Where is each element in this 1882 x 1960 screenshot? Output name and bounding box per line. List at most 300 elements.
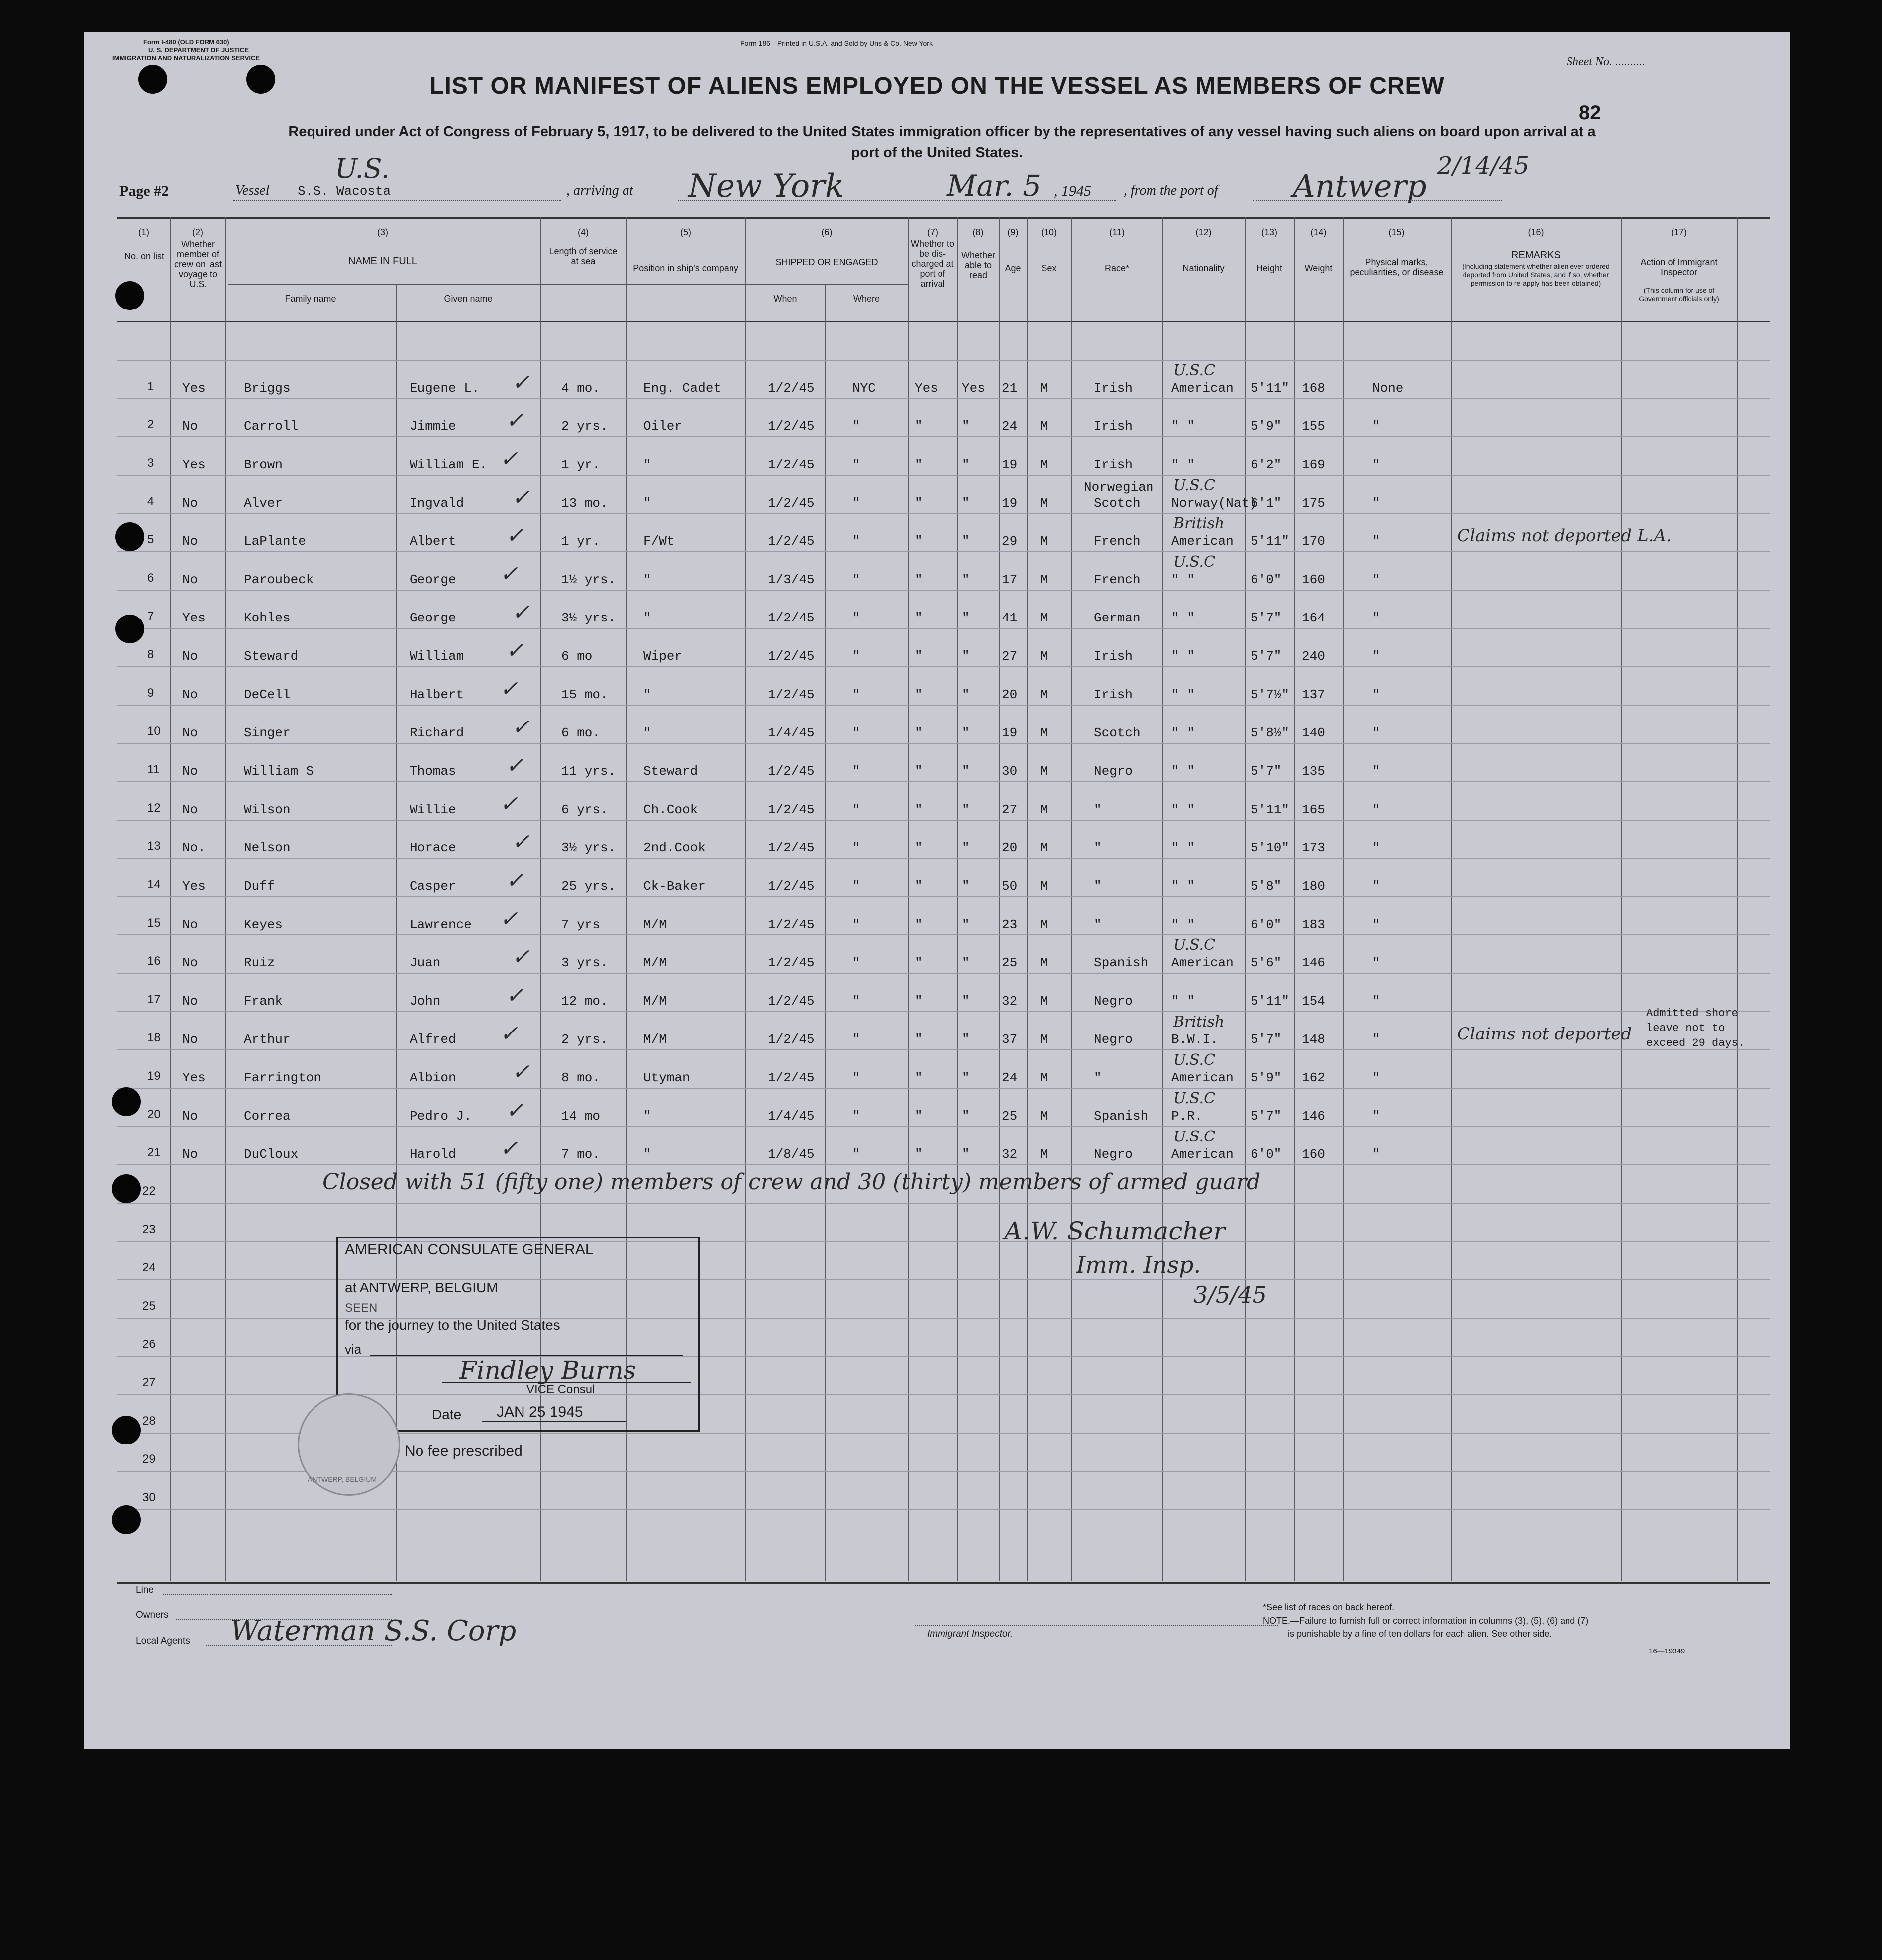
able-to-read-cell: "	[962, 840, 970, 855]
vessel-name: S.S. Wacosta	[298, 184, 391, 199]
given-name-cell: Harold	[410, 1147, 456, 1162]
race-cell: Scotch	[1094, 496, 1141, 511]
inspector-date: 3/5/45	[1193, 1281, 1267, 1308]
weight-cell: 173	[1302, 840, 1325, 855]
row-rule	[117, 705, 1770, 706]
nationality-annotation: U.S.C	[1173, 362, 1216, 379]
nationality-cell: American	[1171, 534, 1234, 549]
position-cell: M/M	[643, 1032, 667, 1047]
weight-cell: 180	[1302, 879, 1325, 894]
shipped-where-cell: "	[852, 764, 860, 779]
given-name-cell: Thomas	[410, 764, 456, 779]
row-rule	[117, 360, 1770, 361]
col-divider	[957, 217, 958, 1581]
physical-marks-cell: "	[1372, 1070, 1380, 1085]
row-rule	[117, 1049, 1770, 1050]
race-cell: French	[1094, 534, 1141, 549]
physical-marks-cell: "	[1372, 802, 1380, 817]
race-note: *See list of races on back hereof.	[1263, 1602, 1395, 1612]
previous-voyage-cell: Yes	[182, 381, 206, 396]
row-number: 9	[147, 686, 154, 700]
row-rule	[117, 436, 1770, 437]
shipped-when-cell: 1/2/45	[768, 764, 815, 779]
col-number: (13)	[1261, 227, 1277, 237]
footer-owners-label: Owners	[136, 1610, 169, 1620]
able-to-read-cell: "	[962, 419, 970, 434]
height-cell: 6'0"	[1251, 572, 1282, 587]
col-header-family-name: Family name	[285, 294, 336, 304]
checkmark-icon: ✓	[506, 1098, 524, 1123]
height-cell: 5'6"	[1251, 955, 1282, 970]
row-number: 4	[147, 495, 154, 508]
checkmark-icon: ✓	[512, 370, 530, 395]
family-name-cell: William S	[244, 764, 314, 779]
col-header-position: Position in ship's company	[633, 263, 738, 273]
shipped-when-cell: 1/4/45	[768, 725, 815, 740]
row-rule	[117, 628, 1770, 629]
shipped-subheader-rule	[745, 284, 908, 285]
position-cell: Utyman	[643, 1070, 690, 1085]
age-cell: 25	[1002, 955, 1018, 970]
checkmark-icon: ✓	[500, 1021, 518, 1046]
row-number: 23	[142, 1223, 156, 1236]
row-rule	[117, 858, 1770, 859]
age-cell: 32	[1002, 994, 1018, 1009]
service-length-cell: 2 yrs.	[561, 419, 608, 434]
nationality-annotation: U.S.C	[1173, 477, 1216, 494]
given-name-cell: Alfred	[410, 1032, 456, 1047]
discharged-cell: "	[915, 955, 923, 970]
row-number: 30	[142, 1491, 156, 1504]
service-length-cell: 15 mo.	[561, 687, 608, 702]
shipped-when-cell: 1/2/45	[768, 649, 815, 664]
discharged-cell: "	[915, 764, 923, 779]
weight-cell: 175	[1302, 496, 1325, 511]
col-header-discharged: Whether to be dis-charged at port of arrival	[910, 239, 955, 289]
binder-hole	[115, 615, 144, 643]
weight-cell: 135	[1302, 764, 1325, 779]
shipped-when-cell: 1/2/45	[768, 917, 815, 932]
nationality-annotation: U.S.C	[1173, 936, 1216, 954]
previous-voyage-cell: No	[182, 955, 198, 970]
row-rule	[117, 475, 1770, 476]
service-length-cell: 25 yrs.	[561, 879, 616, 894]
service-length-cell: 7 mo.	[561, 1147, 601, 1162]
nationality-cell: B.W.I.	[1171, 1032, 1218, 1047]
height-cell: 6'2"	[1251, 457, 1282, 472]
able-to-read-cell: "	[962, 649, 970, 664]
given-name-cell: George	[410, 572, 456, 587]
col-number: (8)	[972, 227, 984, 237]
race-cell: French	[1094, 572, 1141, 587]
height-cell: 5'7½"	[1251, 687, 1290, 702]
row-number: 13	[147, 839, 161, 853]
given-name-cell: William E.	[410, 457, 488, 472]
physical-marks-cell: "	[1372, 879, 1380, 894]
checkmark-icon: ✓	[500, 561, 518, 587]
row-rule	[117, 934, 1770, 935]
from-label: , from the port of	[1124, 183, 1218, 198]
checkmark-icon: ✓	[512, 715, 530, 740]
row-number: 15	[147, 916, 161, 929]
shipped-where-cell: "	[852, 994, 860, 1009]
form-code: 16—19349	[1649, 1647, 1685, 1655]
binder-hole	[112, 1416, 141, 1444]
footer-line-label: Line	[136, 1585, 154, 1595]
height-cell: 5'7"	[1251, 764, 1282, 779]
given-name-cell: Pedro J.	[410, 1109, 472, 1124]
age-cell: 21	[1002, 381, 1018, 396]
sex-cell: M	[1040, 419, 1048, 434]
inspector-signature: A.W. Schumacher	[1004, 1217, 1226, 1245]
shipped-when-cell: 1/2/45	[768, 955, 815, 970]
col-divider	[1294, 217, 1295, 1581]
height-cell: 5'10"	[1251, 840, 1290, 855]
nationality-cell: " "	[1171, 457, 1195, 472]
row-number: 25	[142, 1299, 156, 1313]
shipped-where-cell: "	[852, 572, 860, 587]
shipped-where-cell: NYC	[852, 381, 876, 396]
checkmark-icon: ✓	[506, 523, 524, 548]
height-cell: 5'11"	[1251, 994, 1290, 1009]
shipped-when-cell: 1/2/45	[768, 879, 815, 894]
age-cell: 27	[1002, 802, 1018, 817]
physical-marks-cell: "	[1372, 572, 1380, 587]
physical-marks-cell: "	[1372, 1147, 1380, 1162]
race-cell: Spanish	[1094, 955, 1149, 970]
col-divider	[1245, 217, 1246, 1581]
arriving-label: , arriving at	[566, 183, 633, 198]
discharged-cell: "	[915, 1109, 923, 1124]
binder-hole	[115, 281, 144, 310]
race-cell: German	[1094, 611, 1141, 625]
age-cell: 17	[1002, 572, 1018, 587]
col-divider	[908, 217, 909, 1581]
service-length-cell: 7 yrs	[561, 917, 601, 932]
row-number: 17	[147, 993, 161, 1006]
previous-voyage-cell: No	[182, 572, 198, 587]
weight-cell: 168	[1302, 381, 1325, 396]
col-divider	[170, 217, 171, 1581]
physical-marks-cell: "	[1372, 457, 1380, 472]
col-number: (12)	[1195, 227, 1212, 237]
shipped-where-cell: "	[852, 457, 860, 472]
physical-marks-cell: "	[1372, 496, 1380, 511]
row-number: 19	[147, 1069, 161, 1083]
previous-voyage-cell: No	[182, 802, 198, 817]
given-name-cell: Albion	[410, 1070, 456, 1085]
physical-marks-cell: "	[1372, 611, 1380, 625]
col-number: (7)	[927, 227, 938, 237]
department: U. S. DEPARTMENT OF JUSTICE	[148, 46, 249, 54]
discharged-cell: Yes	[915, 381, 938, 396]
position-cell: Eng. Cadet	[643, 381, 722, 396]
discharged-cell: "	[915, 1032, 923, 1047]
shipped-where-cell: "	[852, 611, 860, 625]
col-divider	[1027, 217, 1028, 1581]
shipped-where-cell: "	[852, 1070, 860, 1085]
family-name-cell: Ruiz	[244, 955, 275, 970]
row-number: 14	[147, 878, 161, 891]
service-length-cell: 4 mo.	[561, 381, 601, 396]
arrival-underline	[678, 200, 1116, 201]
physical-marks-cell: "	[1372, 419, 1380, 434]
discharged-cell: "	[915, 687, 923, 702]
weight-cell: 154	[1302, 994, 1325, 1009]
race-cell: Negro	[1094, 994, 1133, 1009]
previous-voyage-cell: No	[182, 419, 198, 434]
stamp-line2: at ANTWERP, BELGIUM	[345, 1280, 498, 1295]
age-cell: 29	[1002, 534, 1018, 549]
footer-note2: is punishable by a fine of ten dollars for each alien. See other side.	[1288, 1629, 1552, 1639]
stamp-line4: for the journey to the United States	[345, 1317, 560, 1333]
seal-text: ANTWERP, BELGIUM	[308, 1475, 377, 1483]
discharged-cell: "	[915, 419, 923, 434]
row-number: 7	[147, 610, 154, 623]
age-cell: 32	[1002, 1147, 1018, 1162]
race-cell: Irish	[1094, 457, 1133, 472]
physical-marks-cell: "	[1372, 1032, 1380, 1047]
col-divider	[1621, 217, 1622, 1581]
shipped-where-cell: "	[852, 917, 860, 932]
age-cell: 20	[1002, 840, 1018, 855]
shipped-where-cell: "	[852, 496, 860, 511]
position-cell: "	[643, 687, 651, 702]
family-name-cell: Alver	[244, 496, 283, 511]
race-cell: Irish	[1094, 687, 1133, 702]
departure-port: Antwerp	[1293, 168, 1427, 204]
row-number: 8	[147, 648, 154, 661]
requirement-line2: port of the United States.	[851, 145, 1023, 161]
height-cell: 5'8½"	[1251, 725, 1290, 740]
able-to-read-cell: "	[962, 1109, 970, 1124]
col-header-action-note: (This column for use of Government officials only)	[1639, 286, 1719, 303]
age-cell: 37	[1002, 1032, 1018, 1047]
nationality-cell: " "	[1171, 802, 1195, 817]
able-to-read-cell: "	[962, 1032, 970, 1047]
sex-cell: M	[1040, 764, 1048, 779]
consul-signature: Findley Burns	[459, 1356, 636, 1385]
sheet-number: Sheet No. ..........	[1567, 55, 1645, 68]
weight-cell: 183	[1302, 917, 1325, 932]
row-number: 20	[147, 1108, 161, 1121]
shipped-when-cell: 1/2/45	[768, 419, 815, 434]
footer-note1: NOTE.—Failure to furnish full or correct information in columns (3), (5), (6) and (7)	[1263, 1616, 1589, 1626]
local-agents: Waterman S.S. Corp	[230, 1615, 517, 1647]
position-cell: "	[643, 1147, 651, 1162]
binder-hole	[112, 1174, 141, 1203]
col-divider	[1162, 217, 1163, 1581]
sex-cell: M	[1040, 879, 1048, 894]
given-name-cell: Halbert	[410, 687, 464, 702]
row-number: 21	[147, 1146, 161, 1159]
nationality-cell: American	[1171, 381, 1234, 396]
weight-cell: 169	[1302, 457, 1325, 472]
nationality-annotation: U.S.C	[1173, 1051, 1216, 1069]
age-cell: 25	[1002, 1109, 1018, 1124]
previous-voyage-cell: No	[182, 725, 198, 740]
age-cell: 19	[1002, 725, 1018, 740]
able-to-read-cell: "	[962, 802, 970, 817]
nationality-cell: " "	[1171, 687, 1195, 702]
weight-cell: 164	[1302, 611, 1325, 625]
height-cell: 5'9"	[1251, 1070, 1282, 1085]
col-header-length-service: Length of service at sea	[549, 246, 618, 266]
service: IMMIGRATION AND NATURALIZATION SERVICE	[112, 54, 260, 62]
col-number: (17)	[1671, 227, 1687, 237]
age-cell: 19	[1002, 496, 1018, 511]
col-header-no: No. on list	[124, 251, 165, 261]
no-fee-note: No fee prescribed	[405, 1443, 523, 1459]
race-cell: "	[1094, 840, 1102, 855]
service-length-cell: 6 mo.	[561, 725, 601, 740]
service-length-cell: 1½ yrs.	[561, 572, 616, 587]
remarks-cell: Claims not deported L.A.	[1457, 526, 1672, 546]
physical-marks-cell: None	[1372, 381, 1404, 396]
position-cell: Steward	[643, 764, 698, 779]
discharged-cell: "	[915, 994, 923, 1009]
row-number: 5	[147, 533, 154, 546]
height-cell: 6'0"	[1251, 917, 1282, 932]
departure-date: 2/14/45	[1437, 152, 1530, 180]
nationality-cell: " "	[1171, 649, 1195, 664]
height-cell: 5'7"	[1251, 1109, 1282, 1124]
shipped-when-cell: 1/2/45	[768, 496, 815, 511]
nationality-annotation: British	[1173, 515, 1225, 532]
previous-voyage-cell: Yes	[182, 1070, 206, 1085]
row-rule	[117, 1126, 1770, 1127]
able-to-read-cell: "	[962, 457, 970, 472]
able-to-read-cell: "	[962, 764, 970, 779]
family-name-cell: Nelson	[244, 840, 291, 855]
col-number: (4)	[578, 227, 589, 237]
discharged-cell: "	[915, 840, 923, 855]
col-header-remarks: REMARKS	[1511, 250, 1561, 261]
col-header-previous-voyage: Whether member of crew on last voyage to U.S.	[174, 239, 222, 289]
row-rule	[117, 1164, 1770, 1165]
checkmark-icon: ✓	[512, 485, 530, 510]
family-name-cell: Brown	[244, 457, 283, 472]
service-length-cell: 13 mo.	[561, 496, 608, 511]
nationality-annotation: British	[1173, 1013, 1225, 1031]
shipped-when-cell: 1/4/45	[768, 1109, 815, 1124]
nationality-cell: " "	[1171, 879, 1195, 894]
discharged-cell: "	[915, 572, 923, 587]
race-cell: Negro	[1094, 1032, 1133, 1047]
printer-note: Form 186—Printed in U.S.A. and Sold by Uns & Co. New York	[740, 39, 933, 47]
given-name-cell: William	[410, 649, 464, 664]
nationality-cell: " "	[1171, 725, 1195, 740]
race-cell: Negro	[1094, 764, 1133, 779]
discharged-cell: "	[915, 534, 923, 549]
previous-voyage-cell: No	[182, 994, 198, 1009]
position-cell: "	[643, 725, 651, 740]
service-length-cell: 3½ yrs.	[561, 840, 616, 855]
given-name-cell: Juan	[410, 955, 441, 970]
requirement-line1: Required under Act of Congress of February 5, 1917, to be delivered to the United States immigration officer by the representatives of any vessel having such aliens on board upon arrival at a	[288, 124, 1596, 140]
stamp-date-label: Date	[432, 1407, 462, 1422]
col-divider	[1737, 217, 1738, 1581]
stamp-line1: AMERICAN CONSULATE GENERAL	[345, 1241, 594, 1258]
shipped-when-cell: 1/2/45	[768, 1032, 815, 1047]
row-number: 22	[142, 1184, 156, 1198]
service-length-cell: 3 yrs.	[561, 955, 608, 970]
given-name-cell: Ingvald	[410, 496, 464, 511]
sex-cell: M	[1040, 649, 1048, 664]
shipped-where-cell: "	[852, 419, 860, 434]
previous-voyage-cell: Yes	[182, 611, 206, 625]
shipped-where-cell: "	[852, 1147, 860, 1162]
weight-cell: 170	[1302, 534, 1325, 549]
position-cell: M/M	[643, 917, 667, 932]
checkmark-icon: ✓	[512, 944, 530, 970]
race-cell: "	[1094, 879, 1102, 894]
sex-cell: M	[1040, 840, 1048, 855]
family-name-cell: DeCell	[244, 687, 291, 702]
service-length-cell: 6 mo	[561, 649, 593, 664]
previous-voyage-cell: Yes	[182, 457, 206, 472]
race-cell: Irish	[1094, 419, 1133, 434]
manifest-sheet	[84, 32, 1790, 1749]
col-divider	[825, 284, 826, 1581]
weight-cell: 146	[1302, 955, 1325, 970]
given-name-cell: Eugene L.	[410, 381, 480, 396]
footer-agents-rule	[206, 1645, 392, 1646]
age-cell: 24	[1002, 419, 1018, 434]
given-name-cell: Richard	[410, 725, 464, 740]
row-rule	[117, 513, 1770, 514]
given-name-cell: Horace	[410, 840, 456, 855]
col-header-given-name: Given name	[444, 294, 493, 304]
col-header-physical-marks: Physical marks, peculiarities, or disease	[1350, 257, 1444, 277]
sex-cell: M	[1040, 802, 1048, 817]
stamp-line3: SEEN	[345, 1301, 378, 1315]
col-header-age: Age	[1005, 263, 1021, 273]
nationality-cell: " "	[1171, 917, 1195, 932]
row-number: 29	[142, 1452, 156, 1466]
given-name-cell: George	[410, 611, 456, 625]
sex-cell: M	[1040, 1070, 1048, 1085]
vessel-label: Vessel	[235, 183, 270, 198]
page-title: LIST OR MANIFEST OF ALIENS EMPLOYED ON THE VESSEL AS MEMBERS OF CREW	[429, 73, 1445, 99]
height-cell: 6'1"	[1251, 496, 1282, 511]
row-rule	[117, 896, 1770, 897]
col-divider	[1343, 217, 1344, 1581]
weight-cell: 162	[1302, 1070, 1325, 1085]
action-cell: Admitted shore leave not to exceed 29 days.	[1646, 1007, 1745, 1049]
family-name-cell: Carroll	[244, 419, 299, 434]
nationality-cell: American	[1171, 1070, 1234, 1085]
physical-marks-cell: "	[1372, 994, 1380, 1009]
sex-cell: M	[1040, 994, 1048, 1009]
previous-voyage-cell: No	[182, 1109, 198, 1124]
col-number: (9)	[1007, 227, 1019, 237]
given-name-cell: John	[410, 994, 441, 1009]
nationality-cell: American	[1171, 955, 1234, 970]
shipped-where-cell: "	[852, 1032, 860, 1047]
physical-marks-cell: "	[1372, 917, 1380, 932]
sex-cell: M	[1040, 687, 1048, 702]
col-header-nationality: Nationality	[1182, 263, 1225, 273]
shipped-where-cell: "	[852, 687, 860, 702]
shipped-where-cell: "	[852, 725, 860, 740]
sex-cell: M	[1040, 1109, 1048, 1124]
family-name-cell: DuCloux	[244, 1147, 299, 1162]
row-number: 1	[147, 380, 154, 393]
row-rule	[117, 973, 1770, 974]
col-number: (15)	[1388, 227, 1405, 237]
physical-marks-cell: "	[1372, 840, 1380, 855]
